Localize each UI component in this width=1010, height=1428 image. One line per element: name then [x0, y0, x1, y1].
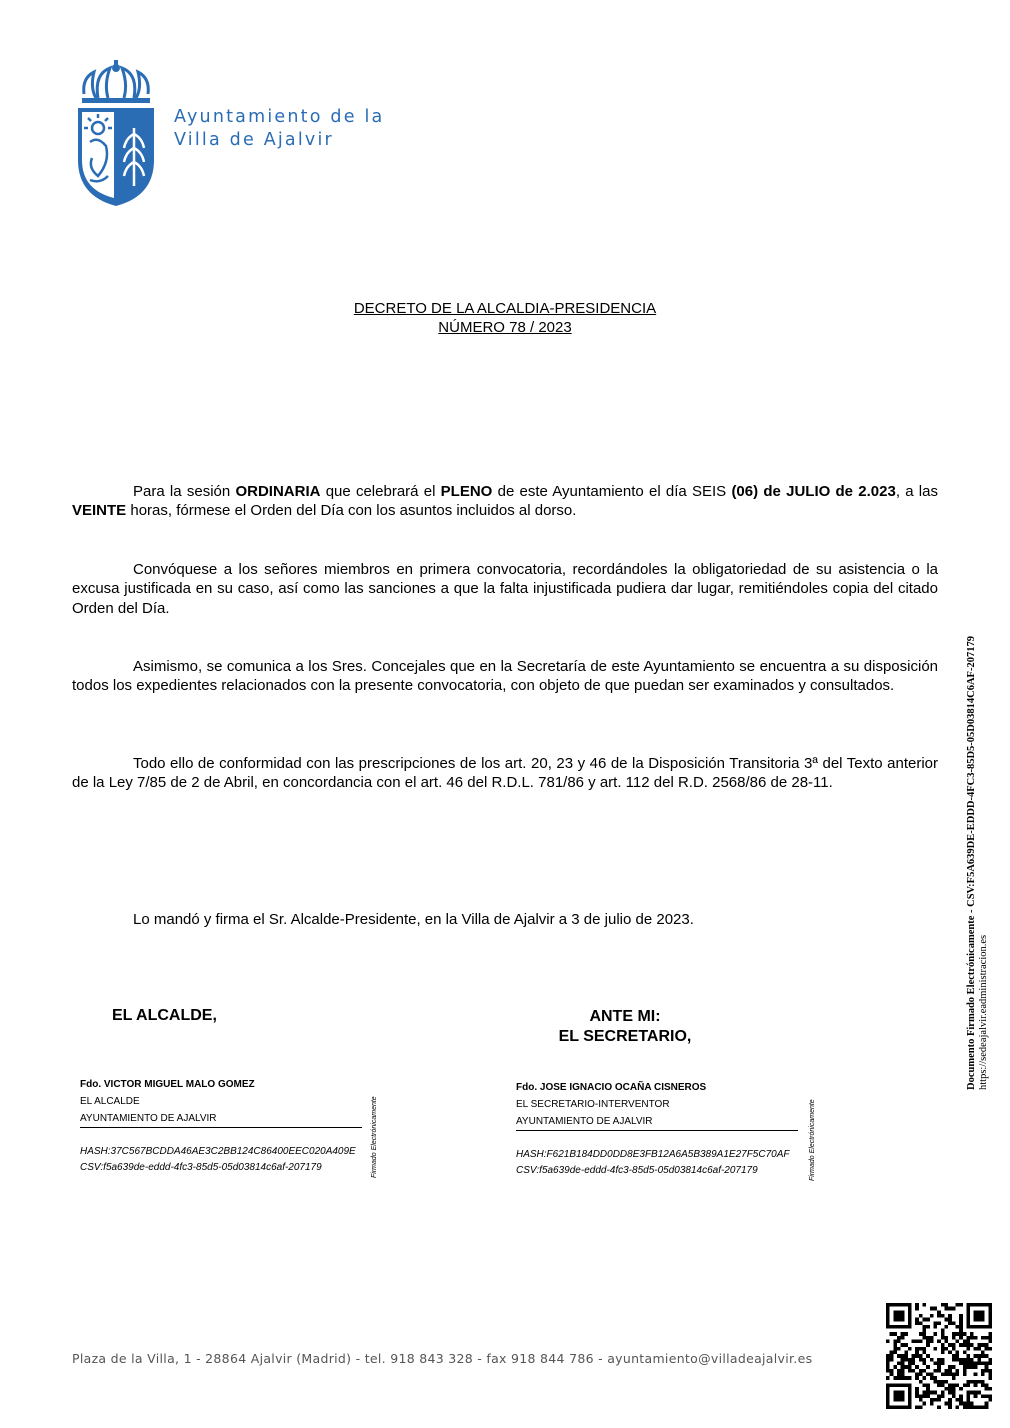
org-line-2: Villa de Ajalvir: [174, 130, 334, 150]
p1-bold-date: (06) de JULIO de 2.023: [731, 483, 896, 500]
organization-name: [174, 106, 384, 152]
secretary-signature-block: [516, 1079, 798, 1179]
paragraph-signing: Lo mandó y firma el Sr. Alcalde-Presidente, en la Villa de Ajalvir a 3 de julio de 2023.: [133, 911, 694, 928]
mayor-signature-hash: [80, 1144, 362, 1176]
mayor-signature-block: [80, 1076, 362, 1176]
secretary-csv-value: CSV:f5a639de-eddd-4fc3-85d5-05d03814c6af-207179: [516, 1165, 758, 1176]
secretary-signer-name: Fdo. JOSE IGNACIO OCAÑA CISNEROS: [516, 1082, 707, 1093]
secretary-signer-org: AYUNTAMIENTO DE AJALVIR: [516, 1113, 798, 1131]
side-verification-stamp: [966, 636, 990, 1090]
p1-text-g: , a las: [895, 483, 938, 500]
paragraph-convocation: Convóquese a los señores miembros en primera convocatoria, recordándoles la obligatoriedad de su asistencia o la excusa justificada en su caso, así como las sanciones a que la falta injustificada pudiera dar lugar, remitiéndoles copia del citado Orden del Día.: [72, 561, 938, 617]
mayor-signer-name: Fdo. VICTOR MIGUEL MALO GOMEZ: [80, 1079, 255, 1090]
p1-bold-session-type: ORDINARIA: [235, 483, 321, 500]
decree-title-line-1: DECRETO DE LA ALCALDIA-PRESIDENCIA: [353, 300, 657, 317]
footer-contact: Plaza de la Villa, 1 - 28864 Ajalvir (Madrid) - tel. 918 843 328 - fax 918 844 786 - ayuntamiento@villadeajalvir.es: [72, 1351, 813, 1366]
mayor-signer-role: EL ALCALDE: [80, 1096, 140, 1107]
mayor-heading: EL ALCALDE,: [112, 1007, 217, 1024]
paragraph-files: Asimismo, se comunica a los Sres. Concejales que en la Secretaría de este Ayuntamiento se encuentra a su disposición todos los expedientes relacionados con la presente convocatoria, con objeto de que puedan ser examinados y consultados.: [72, 658, 938, 695]
qr-code-icon: [886, 1303, 992, 1409]
side-verification-url: https://sedeajalvir.eadministracion.es: [978, 934, 989, 1090]
side-csv-line: Documento Firmado Electrónicamente - CSV:F5A639DE-EDDD-4FC3-85D5-05D03814C6AF-207179: [966, 636, 977, 1090]
secretary-electronic-stamp: Firmado Electrónicamente: [809, 1099, 816, 1181]
secretary-signer-role: EL SECRETARIO-INTERVENTOR: [516, 1099, 670, 1110]
p1-text-a: Para la sesión: [133, 483, 236, 500]
mayor-hash-value: HASH:37C567BCDDA46AE3C2BB124C86400EEC020A409E: [80, 1146, 356, 1157]
org-line-1: Ayuntamiento de la: [174, 107, 385, 127]
p1-text-i: horas, fórmese el Orden del Día con los asuntos incluidos al dorso.: [126, 502, 577, 520]
decree-title: [0, 299, 1010, 337]
secretary-signature-hash: [516, 1147, 798, 1179]
secretary-hash-value: HASH:F621B184DD0DD8E3FB12A6A5B389A1E27F5C70AF: [516, 1149, 790, 1160]
secretary-heading: [540, 1007, 710, 1047]
coat-of-arms-icon: [74, 58, 158, 208]
p1-text-e: de este Ayuntamiento el día SEIS: [492, 483, 732, 500]
secretary-heading-line-2: EL SECRETARIO,: [558, 1028, 692, 1045]
p1-bold-body: PLENO: [440, 483, 493, 500]
mayor-signer-org: AYUNTAMIENTO DE AJALVIR: [80, 1110, 362, 1128]
p1-text-c: que celebrará el: [320, 483, 441, 500]
secretary-heading-line-1: ANTE MI:: [589, 1008, 661, 1025]
p1-bold-hour: VEINTE: [72, 502, 127, 520]
mayor-electronic-stamp: Firmado Electrónicamente: [371, 1096, 378, 1178]
mayor-csv-value: CSV:f5a639de-eddd-4fc3-85d5-05d03814c6af-207179: [80, 1162, 322, 1173]
decree-number: NÚMERO 78 / 2023: [438, 319, 572, 336]
paragraph-session: [72, 482, 938, 521]
paragraph-legal-basis: Todo ello de conformidad con las prescripciones de los art. 20, 23 y 46 de la Disposición Transitoria 3ª del Texto anterior de la Ley 7/85 de 2 de Abril, en concordancia con el art. 46 del R.D.L. 781/86 y art. 112 del R.D. 2568/86 de 28-11.: [72, 755, 938, 792]
